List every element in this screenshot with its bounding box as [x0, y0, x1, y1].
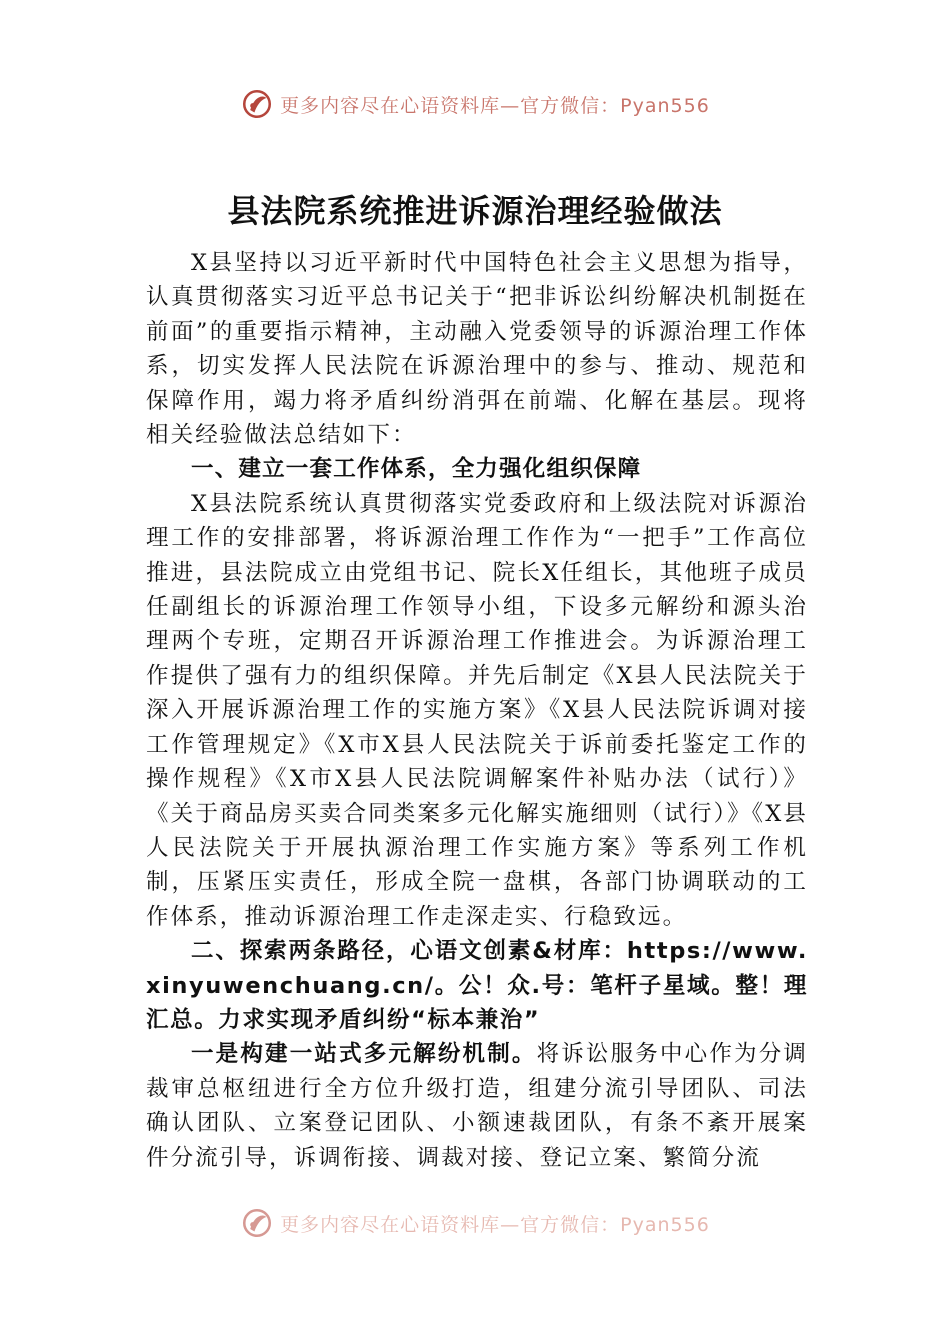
watermark-footer	[0, 1203, 950, 1243]
intro-paragraph: X县坚持以习近平新时代中国特色社会主义思想为指导，认真贯彻落实习近平总书记关于“把非诉讼纠纷解决机制挺在前面”的重要指示精神，主动融入党委领导的诉源治理工作体系，切实发挥人民法院在诉源治理中的参与、推动、规范和保障作用，竭力将矛盾纠纷消弭在前端、化解在基层。现将相关经验做法总结如下：	[146, 250, 808, 449]
section-1-heading: 一、建立一套工作体系，全力强化组织保障	[191, 456, 642, 483]
watermark-text: 更多内容尽在心语资料库—官方微信：Pyan556	[280, 94, 710, 117]
section-2-paragraph	[146, 1037, 808, 1175]
section-2-body: 将诉讼服务中心作为分调裁审总枢纽进行全方位升级打造，组建分流引导团队、司法确认团队、立案登记团队、小额速裁团队，有条不紊开展案件分流引导，诉调衔接、调裁对接、登记立案、繁简分流	[146, 1041, 808, 1171]
document-title: 县法院系统推进诉源治理经验做法	[227, 192, 723, 230]
watermark-header	[0, 80, 950, 128]
section-1-paragraph: X县法院系统认真贯彻落实党委政府和上级法院对诉源治理工作的安排部署，将诉源治理工作作为“一把手”工作高位推进，县法院成立由党组书记、院长X任组长，其他班子成员任副组长的诉源治理工作领导小组，下设多元解纷和源头治理两个专班，定期召开诉源治理工作推进会。为诉源治理工作提供了强有力的组织保障。并先后制定《X县人民法院关于深入开展诉源治理工作的实施方案》《X县人民法院诉调对接工作管理规定》《X市X县人民法院关于诉前委托鉴定工作的操作规程》《X市X县人民法院调解案件补贴办法（试行）》《关于商品房买卖合同类案多元化解实施细则（试行）》《X县人民法院关于开展执源治理工作实施方案》等系列工作机制，压紧压实责任，形成全院一盘棋，各部门协调联动的工作体系，推动诉源治理工作走深走实、行稳致远。	[146, 490, 808, 930]
watermark-text: 更多内容尽在心语资料库—官方微信：Pyan556	[280, 1213, 710, 1236]
section-2-heading: 二、探索两条路径，心语文创素&材库：https://www.xinyuwenchuang.cn/。公！众.号：笔杆子星域。整！理汇总。力求实现矛盾纠纷“标本兼治”	[146, 938, 808, 1033]
section-2-lead: 一是构建一站式多元解纷机制。	[191, 1041, 537, 1068]
document-body	[146, 246, 808, 1175]
seal-logo-icon	[240, 87, 274, 121]
seal-logo-icon	[240, 1206, 274, 1240]
